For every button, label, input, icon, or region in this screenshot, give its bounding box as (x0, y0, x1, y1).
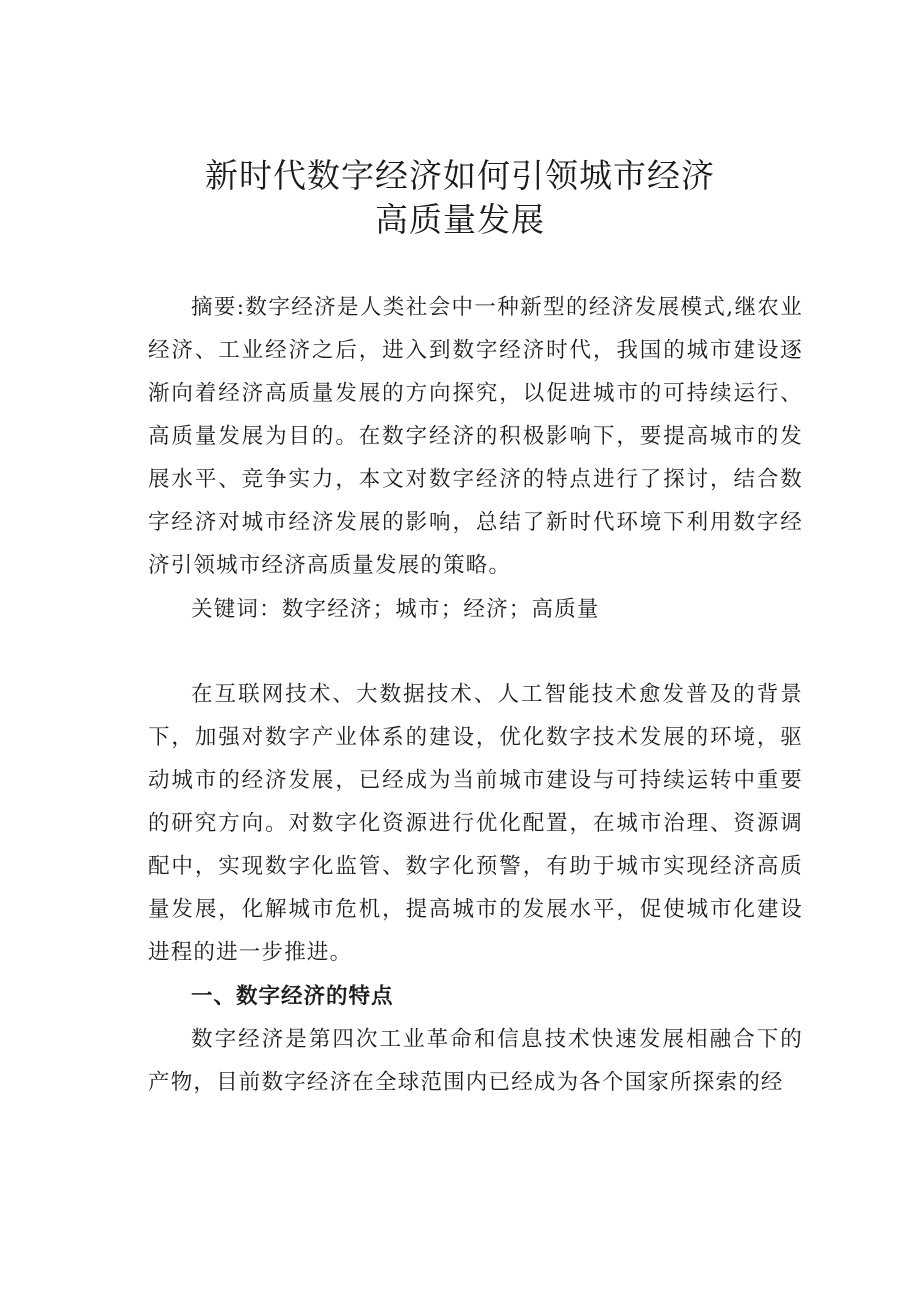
abstract-paragraph: 摘要:数字经济是人类社会中一种新型的经济发展模式,继农业经济、工业经济之后，进入到数字经济时代，我国的城市建设逐渐向着经济高质量发展的方向探究，以促进城市的可持续运行、高质量发展为目的。在数字经济的积极影响下，要提高城市的发展水平、竞争实力，本文对数字经济的特点进行了探讨，结合数字经济对城市经济发展的影响，总结了新时代环境下利用数字经济引领城市经济高质量发展的策略。 (148, 295, 803, 578)
section-1-paragraph: 数字经济是第四次工业革命和信息技术快速发展相融合下的产物，目前数字经济在全球范围内已经成为各个国家所探索的经 (148, 1027, 803, 1095)
document-title-line-2: 高质量发展 (375, 200, 545, 239)
section-1-heading: 一、数字经济的特点 (191, 984, 394, 1009)
keywords-line: 关键词：数字经济；城市；经济；高质量 (191, 597, 600, 622)
intro-paragraph: 在互联网技术、大数据技术、人工智能技术愈发普及的背景下，加强对数字产业体系的建设，优化数字技术发展的环境，驱动城市的经济发展，已经成为当前城市建设与可持续运转中重要的研究方向。对数字化资源进行优化配置，在城市治理、资源调配中，实现数字化监管、数字化预警，有助于城市实现经济高质量发展，化解城市危机，提高城市的发展水平，促使城市化建设进程的进一步推进。 (148, 682, 803, 965)
document-title-line-1: 新时代数字经济如何引领城市经济 (205, 156, 715, 195)
